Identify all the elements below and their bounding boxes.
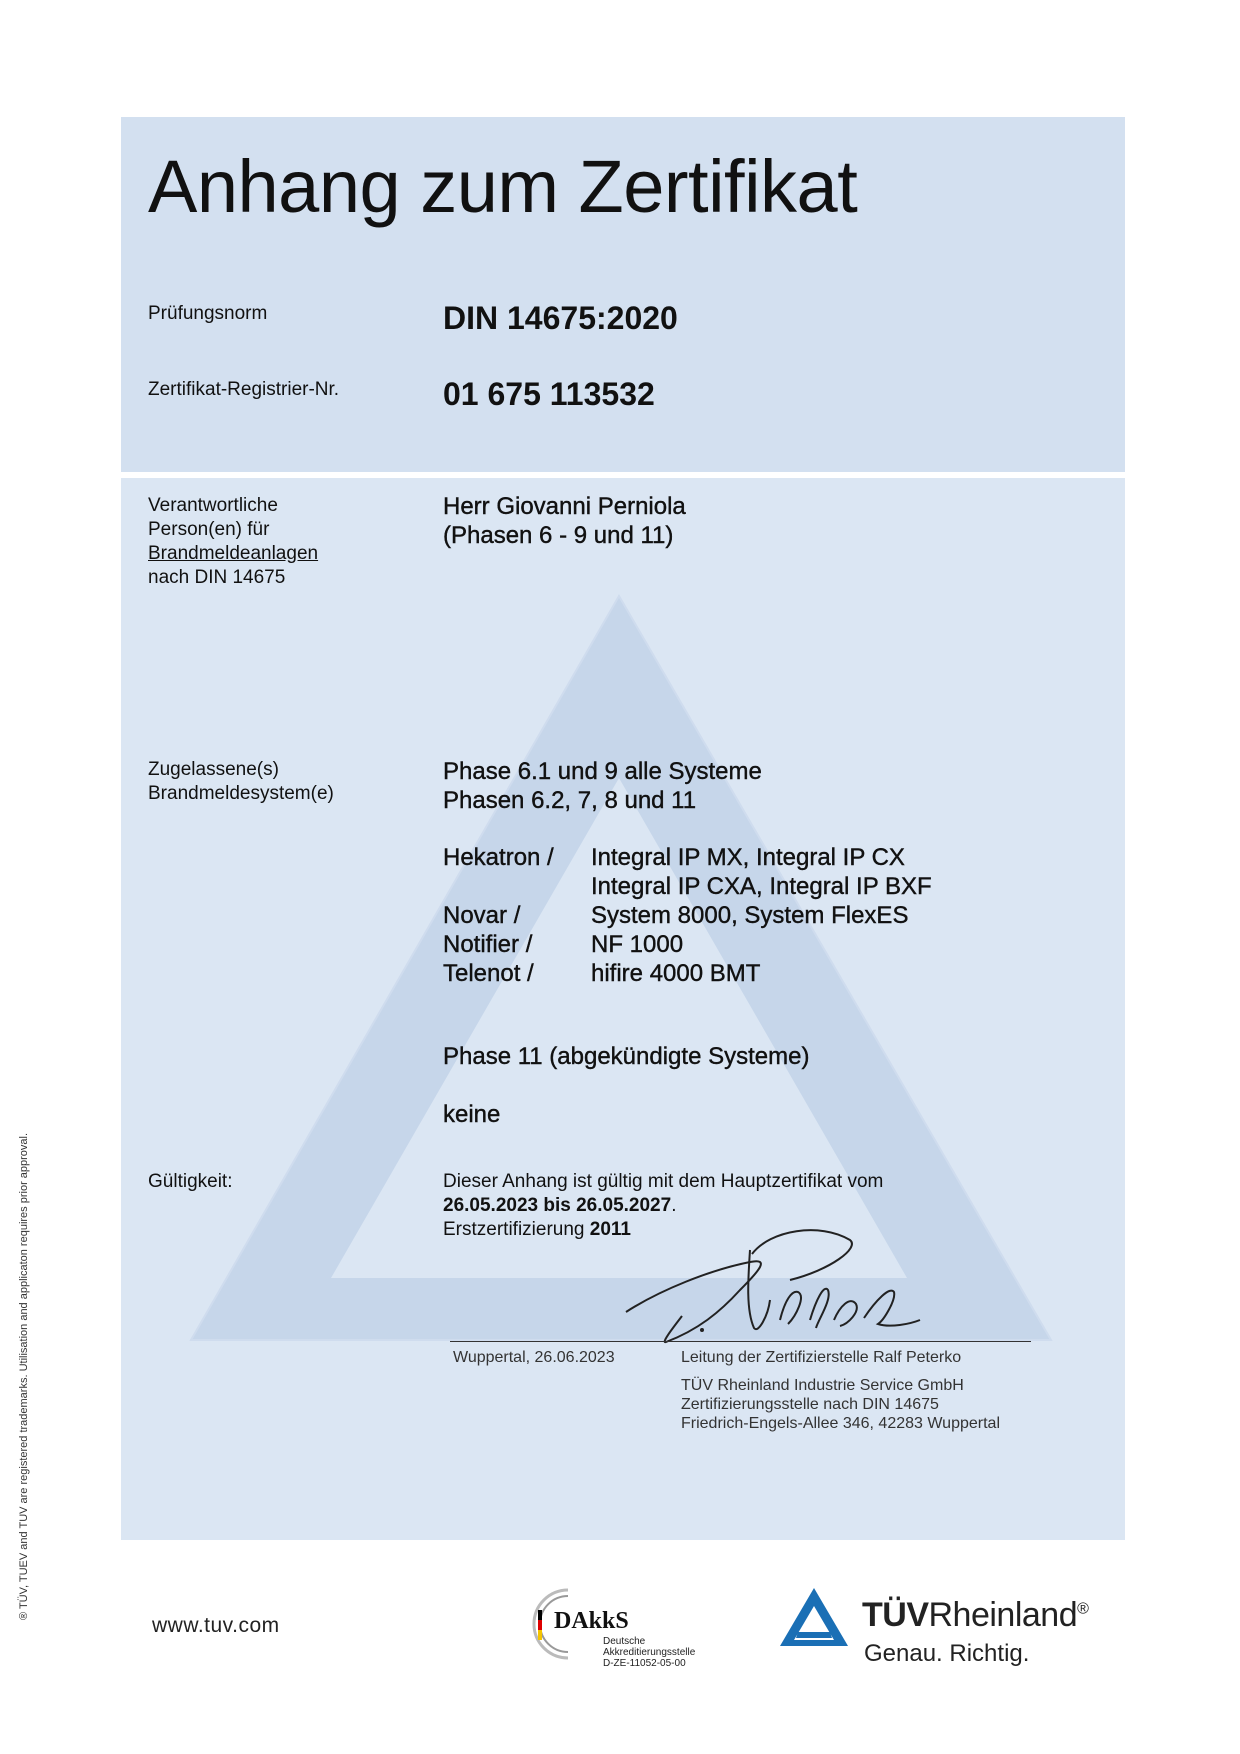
- responsible-value: [443, 492, 686, 550]
- dakks-line1: Deutsche: [603, 1636, 646, 1647]
- responsible-label-line4: nach DIN 14675: [148, 567, 286, 588]
- validity-line2: [443, 1194, 883, 1218]
- dakks-logo: [528, 1584, 708, 1674]
- system-maker: Hekatron /: [443, 844, 554, 871]
- system-maker: Telenot /: [443, 960, 534, 987]
- tuv-registered-mark: ®: [1077, 1600, 1089, 1618]
- systems-label-line2: Brandmeldesystem(e): [148, 783, 334, 804]
- discontinued-value: keine: [443, 1101, 501, 1128]
- dakks-id: D-ZE-11052-05-00: [603, 1658, 686, 1669]
- tuv-wordmark-bold: TÜV: [862, 1596, 929, 1634]
- system-maker: Novar /: [443, 902, 521, 929]
- signature-line: [450, 1341, 1031, 1342]
- standard-value: DIN 14675:2020: [443, 300, 678, 336]
- validity-line1: Dieser Anhang ist gültig mit dem Hauptzertifikat vom: [443, 1171, 884, 1192]
- issuer-line1: TÜV Rheinland Industrie Service GmbH: [681, 1377, 964, 1394]
- issuer-block: [681, 1376, 1000, 1433]
- handwritten-signature: [620, 1220, 940, 1350]
- tuv-triangle-logo-icon: [778, 1586, 850, 1650]
- footer-url[interactable]: www.tuv.com: [152, 1614, 280, 1637]
- responsible-name: Herr Giovanni Perniola: [443, 493, 686, 520]
- place-date: Wuppertal, 26.06.2023: [453, 1349, 615, 1366]
- dakks-name: DAkkS: [554, 1608, 629, 1634]
- tuv-wordmark-light: Rheinland: [928, 1596, 1078, 1634]
- systems-phases: [443, 757, 762, 815]
- responsible-label-line3: Brandmeldeanlagen: [148, 543, 319, 564]
- page-title: Anhang zum Zertifikat: [148, 145, 858, 228]
- registration-label: Zertifikat-Registrier-Nr.: [148, 379, 340, 400]
- phase-line-2: Phasen 6.2, 7, 8 und 11: [443, 787, 697, 814]
- system-row: [443, 930, 932, 959]
- tuv-wordmark: [862, 1596, 1088, 1635]
- system-maker: Notifier /: [443, 931, 533, 958]
- standard-label: Prüfungsnorm: [148, 303, 268, 324]
- responsible-phases: (Phasen 6 - 9 und 11): [443, 522, 674, 549]
- system-row: [443, 872, 932, 901]
- validity-label: Gültigkeit:: [148, 1171, 233, 1192]
- system-row: [443, 901, 932, 930]
- issuer-line3: Friedrich-Engels-Allee 346, 42283 Wuppertal: [681, 1415, 1000, 1432]
- trademark-note: ® TÜV, TUEV and TUV are registered trademarks. Utilisation and applicaton requires prior approval.: [18, 1132, 30, 1620]
- signer: Leitung der Zertifizierstelle Ralf Peterko: [681, 1349, 962, 1366]
- discontinued-heading: Phase 11 (abgekündigte Systeme): [443, 1043, 810, 1070]
- system-row: [443, 843, 932, 872]
- validity-line2-suffix: .: [671, 1195, 677, 1216]
- issuer-line2: Zertifizierungsstelle nach DIN 14675: [681, 1396, 939, 1413]
- dakks-line2: Akkreditierungsstelle: [603, 1647, 696, 1658]
- first-cert-prefix: Erstzertifizierung: [443, 1219, 590, 1240]
- first-cert-year: 2011: [589, 1219, 632, 1240]
- registration-number: 01 675 113532: [443, 376, 655, 412]
- responsible-label: [148, 494, 318, 590]
- system-products: hifire 4000 BMT: [591, 960, 761, 987]
- system-products: System 8000, System FlexES: [591, 902, 909, 929]
- validity-dates: 26.05.2023 bis 26.05.2027: [443, 1195, 672, 1216]
- dakks-text: [603, 1636, 695, 1669]
- system-row: [443, 959, 932, 988]
- responsible-label-line1: Verantwortliche: [148, 495, 278, 516]
- system-products: NF 1000: [591, 931, 684, 958]
- tuv-slogan: Genau. Richtig.: [864, 1640, 1030, 1667]
- system-products: Integral IP CXA, Integral IP BXF: [591, 873, 932, 900]
- systems-table: [443, 843, 932, 988]
- system-products: Integral IP MX, Integral IP CX: [591, 844, 905, 871]
- systems-label: [148, 758, 334, 806]
- responsible-label-line2: Person(en) für: [148, 519, 270, 540]
- systems-label-line1: Zugelassene(s): [148, 759, 279, 780]
- phase-line-1: Phase 6.1 und 9 alle Systeme: [443, 758, 762, 785]
